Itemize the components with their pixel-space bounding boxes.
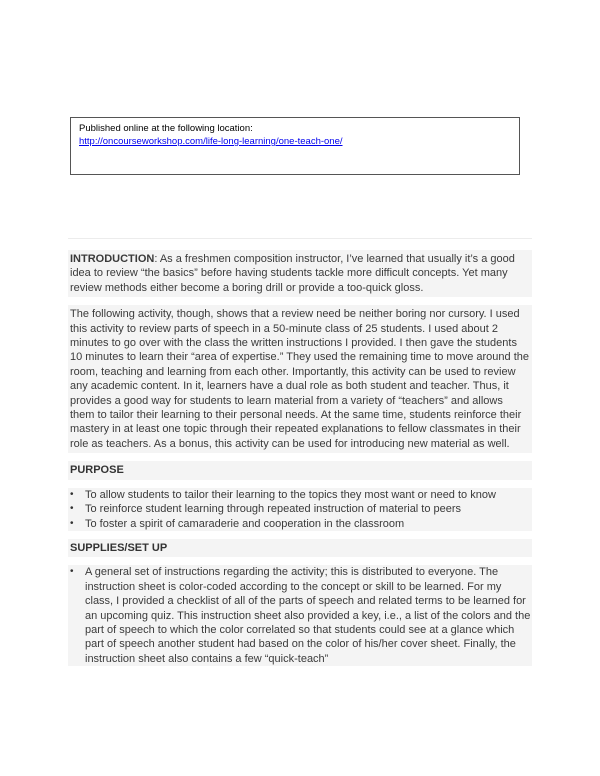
purpose-item: • To allow students to tailor their learning to the topics they most want or need to know — [68, 488, 532, 502]
purpose-list — [68, 488, 532, 531]
activity-paragraph: The following activity, though, shows that a review need be neither boring nor cursory. I used this activity to review parts of speech in a 50-minute class of 25 students. I used about 2 minutes to go over with the class the written instructions I provided. I then gave the students 10 minutes to learn their “area of expertise.” They used the remaining time to move around the room, teaching and learning from each other. Importantly, this activity can be used to review any academic content. In it, learners have a dual role as both student and teacher. Thus, it provides a good way for students to learn material from a variety of “teachers” and allows them to tailor their learning to their personal needs. At the same time, students reinforce their mastery in at least one topic through their repeated explanations to fellow classmates in their role as teachers. As a bonus, this activity can be used for introducing new material as well. — [68, 305, 532, 453]
purpose-item: • To reinforce student learning through repeated instruction of material to peers — [68, 502, 532, 516]
supplies-heading: SUPPLIES/SET UP — [68, 539, 532, 557]
supplies-item: • A general set of instructions regarding the activity; this is distributed to everyone. The instruction sheet is color-coded according to the concept or skill to be learned. For my class, I provided a checklist of all of the parts of speech and related terms to be learned for an upcoming quiz. This instruction sheet also provided a key, i.e., a list of the colors and the part of speech to which the color correlated so that students could see at a glance which part of speech another student had based on the color of his/her cover sheet. Finally, the instruction sheet also contains a few “quick-teach” — [68, 565, 532, 666]
purpose-heading: PURPOSE — [68, 461, 532, 479]
publication-link[interactable]: http://oncourseworkshop.com/life-long-learning/one-teach-one/ — [79, 136, 343, 147]
introduction-paragraph — [68, 250, 532, 297]
supplies-list — [68, 565, 532, 666]
section-divider — [68, 238, 532, 239]
publication-label: Published online at the following location: — [79, 123, 253, 134]
purpose-item: • To foster a spirit of camaraderie and cooperation in the classroom — [68, 517, 532, 531]
document-body — [68, 250, 532, 666]
publication-notice-box — [70, 117, 520, 175]
introduction-text: : As a freshmen composition instructor, I’ve learned that usually it’s a good idea to review “the basics” before having students tackle more difficult concepts. Yet many review methods either become a boring drill or provide a too-quick gloss. — [70, 253, 515, 294]
introduction-heading: INTRODUCTION — [70, 253, 155, 265]
